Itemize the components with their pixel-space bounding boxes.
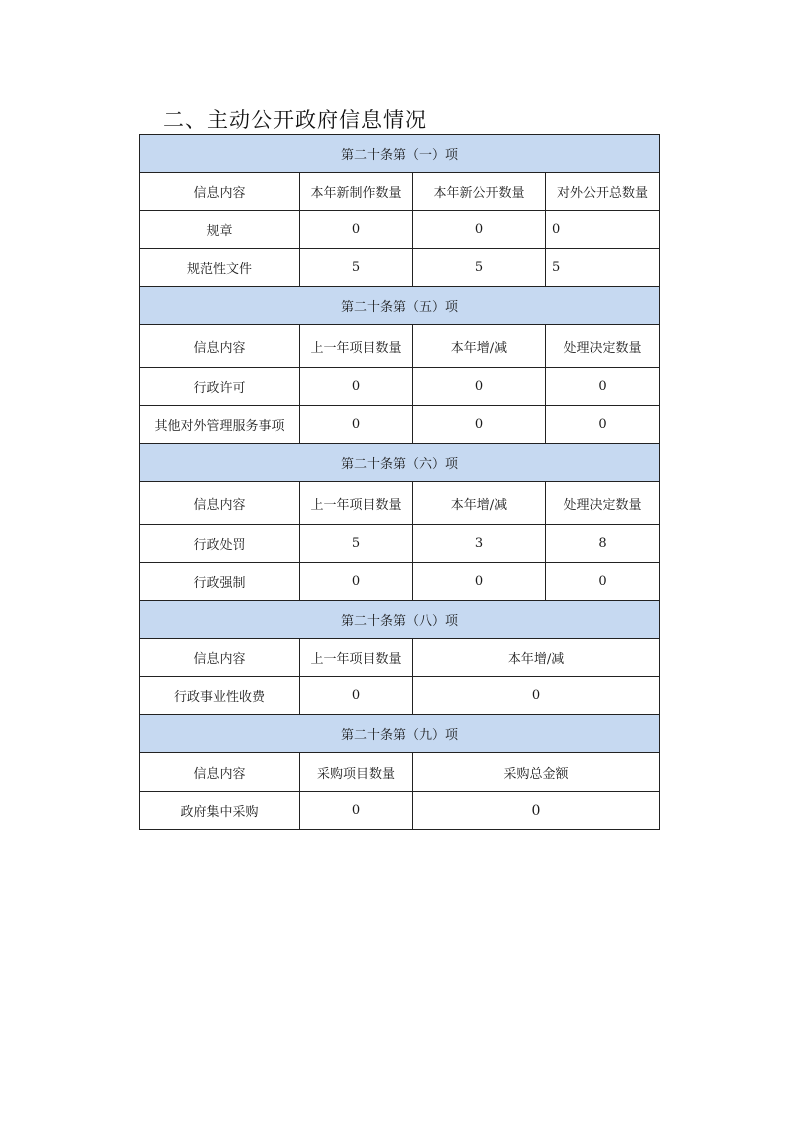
column-header-row <box>140 173 660 211</box>
disclosure-table <box>139 134 660 830</box>
column-header: 信息内容 <box>140 173 300 211</box>
column-header: 本年增/减 <box>413 482 546 525</box>
table-cell: 0 <box>300 368 413 406</box>
row-label: 行政强制 <box>140 563 300 601</box>
table-cell: 5 <box>300 249 413 287</box>
column-header: 本年增/减 <box>413 639 660 677</box>
table-row <box>140 563 660 601</box>
section-title: 第二十条第（六）项 <box>140 444 660 482</box>
table-cell: 0 <box>546 368 660 406</box>
section-title: 第二十条第（五）项 <box>140 287 660 325</box>
table-row <box>140 406 660 444</box>
column-header: 本年新公开数量 <box>413 173 546 211</box>
table-cell: 0 <box>300 677 413 715</box>
column-header: 信息内容 <box>140 753 300 792</box>
column-header: 信息内容 <box>140 325 300 368</box>
column-header: 本年新制作数量 <box>300 173 413 211</box>
column-header: 上一年项目数量 <box>300 482 413 525</box>
table-cell: 0 <box>546 563 660 601</box>
row-label: 规范性文件 <box>140 249 300 287</box>
row-label: 规章 <box>140 211 300 249</box>
section-header-row <box>140 444 660 482</box>
section-header-row <box>140 135 660 173</box>
table-cell: 0 <box>546 211 660 249</box>
table-cell: 0 <box>300 211 413 249</box>
table-cell: 0 <box>413 563 546 601</box>
table-row <box>140 525 660 563</box>
row-label: 其他对外管理服务事项 <box>140 406 300 444</box>
table-row <box>140 677 660 715</box>
section-title: 第二十条第（九）项 <box>140 715 660 753</box>
column-header-row <box>140 753 660 792</box>
table-cell: 0 <box>413 792 660 830</box>
table-cell: 5 <box>546 249 660 287</box>
column-header: 采购项目数量 <box>300 753 413 792</box>
column-header: 本年增/减 <box>413 325 546 368</box>
table-cell: 0 <box>413 368 546 406</box>
table-cell: 3 <box>413 525 546 563</box>
table-row <box>140 792 660 830</box>
section-header-row <box>140 601 660 639</box>
column-header: 上一年项目数量 <box>300 639 413 677</box>
column-header: 处理决定数量 <box>546 325 660 368</box>
table-cell: 5 <box>300 525 413 563</box>
section-header-row <box>140 715 660 753</box>
column-header-row <box>140 482 660 525</box>
row-label: 政府集中采购 <box>140 792 300 830</box>
table-row <box>140 368 660 406</box>
table-cell: 8 <box>546 525 660 563</box>
table-cell: 0 <box>546 406 660 444</box>
page-title: 二、主动公开政府信息情况 <box>163 108 427 132</box>
column-header: 信息内容 <box>140 482 300 525</box>
section-title: 第二十条第（一）项 <box>140 135 660 173</box>
table-cell: 0 <box>413 211 546 249</box>
column-header-row <box>140 325 660 368</box>
section-title: 第二十条第（八）项 <box>140 601 660 639</box>
table-cell: 0 <box>300 792 413 830</box>
column-header: 信息内容 <box>140 639 300 677</box>
row-label: 行政许可 <box>140 368 300 406</box>
table-cell: 0 <box>413 677 660 715</box>
table-cell: 0 <box>413 406 546 444</box>
table-cell: 5 <box>413 249 546 287</box>
column-header: 上一年项目数量 <box>300 325 413 368</box>
table-cell: 0 <box>300 563 413 601</box>
table-row <box>140 249 660 287</box>
row-label: 行政处罚 <box>140 525 300 563</box>
section-header-row <box>140 287 660 325</box>
column-header: 对外公开总数量 <box>546 173 660 211</box>
column-header: 处理决定数量 <box>546 482 660 525</box>
row-label: 行政事业性收费 <box>140 677 300 715</box>
table-cell: 0 <box>300 406 413 444</box>
column-header-row <box>140 639 660 677</box>
column-header: 采购总金额 <box>413 753 660 792</box>
table-row <box>140 211 660 249</box>
